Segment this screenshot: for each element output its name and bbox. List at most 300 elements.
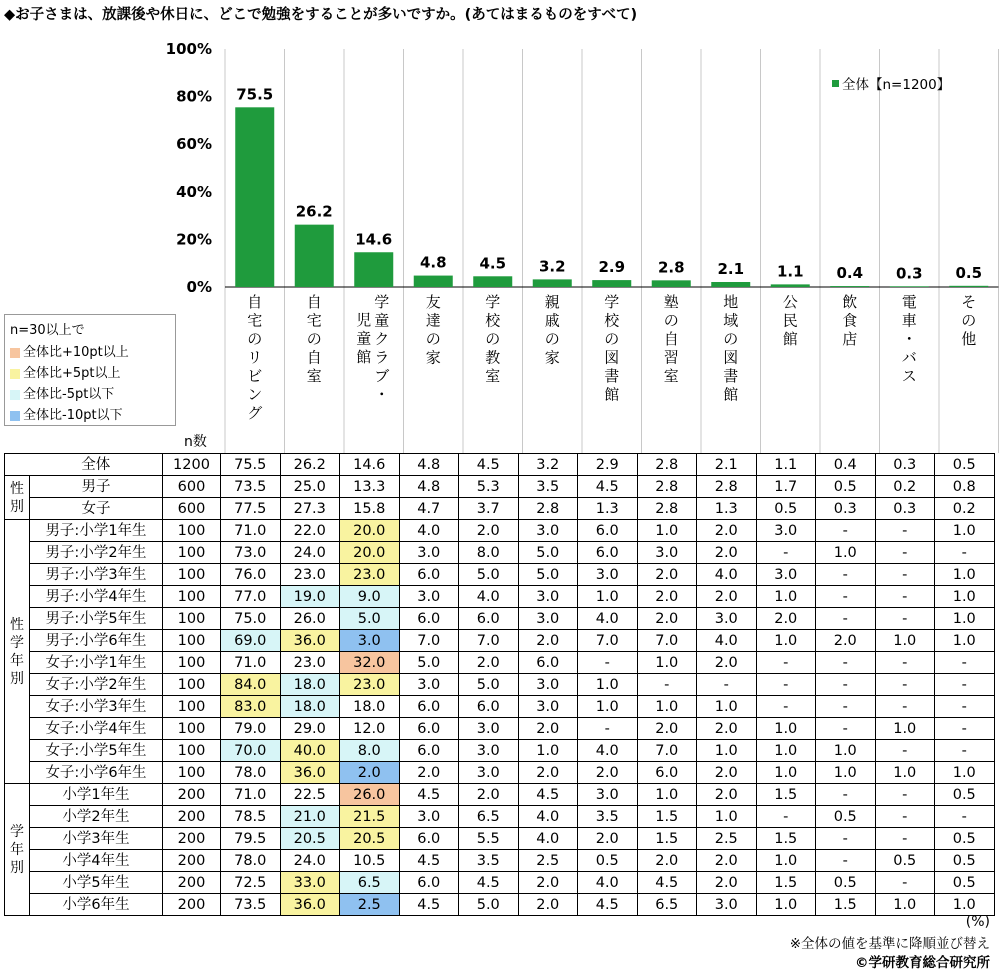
legend-item-below5 [10, 383, 114, 402]
bar [354, 252, 393, 287]
value-cell: 2.0 [637, 586, 697, 608]
bar [771, 284, 810, 287]
header-char: の [247, 330, 263, 348]
value-cell: 1.0 [935, 520, 995, 542]
value-cell: 4.0 [518, 828, 578, 850]
header-char: 習 [663, 348, 679, 367]
value-cell: 2.0 [697, 718, 757, 740]
value-cell: 7.0 [637, 630, 697, 652]
value-cell: 2.0 [518, 718, 578, 740]
table-row [5, 498, 995, 520]
header-char: 館 [723, 385, 739, 404]
value-cell: 1.0 [578, 696, 638, 718]
value-cell: 1.7 [756, 476, 816, 498]
value-cell: 1.0 [637, 696, 697, 718]
value-cell: 2.0 [459, 652, 519, 674]
row-label: 男子:小学5年生 [30, 608, 163, 630]
value-cell: 4.0 [578, 740, 638, 762]
value-cell: 6.0 [459, 608, 519, 630]
header-char: 親 [544, 293, 560, 311]
value-cell: 36.0 [280, 894, 340, 916]
value-cell: 29.0 [280, 718, 340, 740]
value-cell: 2.0 [697, 586, 757, 608]
value-cell: 20.5 [340, 828, 400, 850]
header-char: 店 [842, 330, 858, 348]
value-cell: 71.0 [221, 520, 281, 542]
value-cell: 70.0 [221, 740, 281, 762]
value-cell: 21.0 [280, 806, 340, 828]
value-cell: 0.5 [935, 784, 995, 806]
y-tick-label: 20% [176, 230, 212, 249]
value-cell: 2.9 [578, 454, 638, 476]
value-cell: 0.4 [816, 454, 876, 476]
value-cell: 1.0 [935, 608, 995, 630]
value-cell: 75.0 [221, 608, 281, 630]
value-cell: - [875, 542, 935, 564]
value-cell: 6.0 [399, 696, 459, 718]
table-row [5, 674, 995, 696]
data-table [4, 453, 995, 916]
value-cell: 20.5 [280, 828, 340, 850]
value-cell: 1.0 [935, 564, 995, 586]
data-label: 4.8 [419, 253, 447, 272]
table-row [5, 476, 995, 498]
header-char: 校 [485, 311, 501, 330]
row-label: 女子:小学2年生 [30, 674, 163, 696]
value-cell: 1.0 [637, 652, 697, 674]
value-cell: 6.5 [459, 806, 519, 828]
value-cell: 24.0 [280, 542, 340, 564]
value-cell: - [578, 718, 638, 740]
value-cell: 8.0 [340, 740, 400, 762]
value-cell: 2.8 [637, 476, 697, 498]
legend-label: 全体比+10pt以上 [23, 345, 129, 360]
value-cell: 3.0 [399, 542, 459, 564]
value-cell: 14.6 [340, 454, 400, 476]
value-cell: 2.0 [399, 762, 459, 784]
data-label: 0.5 [955, 263, 983, 282]
value-cell: 2.0 [459, 520, 519, 542]
value-cell: 76.0 [221, 564, 281, 586]
value-cell: - [935, 696, 995, 718]
data-label: 2.1 [717, 260, 745, 279]
y-tick-label: 100% [165, 40, 212, 58]
value-cell: 8.0 [459, 542, 519, 564]
value-cell: 1.0 [935, 762, 995, 784]
header-char: 童 [374, 311, 390, 330]
header-char: 車 [901, 311, 917, 330]
value-cell: 6.0 [578, 520, 638, 542]
table-row [5, 894, 995, 916]
value-cell: 2.5 [340, 894, 400, 916]
value-cell: - [816, 652, 876, 674]
value-cell: 4.0 [518, 806, 578, 828]
value-cell: 6.0 [399, 564, 459, 586]
row-label: 女子 [30, 498, 163, 520]
header-char: 家 [544, 348, 560, 367]
y-axis-ticks [166, 40, 212, 296]
bar [949, 286, 988, 287]
value-cell: 1.0 [756, 762, 816, 784]
value-cell: 2.0 [697, 520, 757, 542]
value-cell: 2.0 [518, 762, 578, 784]
table-row [5, 762, 995, 784]
value-cell: 4.0 [459, 586, 519, 608]
table-row [5, 520, 995, 542]
header-char: グ [247, 404, 263, 422]
legend-swatch [10, 390, 20, 400]
value-cell: 2.0 [637, 718, 697, 740]
value-cell: 77.5 [221, 498, 281, 520]
value-cell: - [935, 652, 995, 674]
table-row [5, 850, 995, 872]
value-cell: 6.0 [399, 828, 459, 850]
value-cell: 26.0 [340, 784, 400, 806]
value-cell: 0.5 [578, 850, 638, 872]
bar [235, 107, 274, 287]
column-header [485, 293, 501, 385]
value-cell: 1.0 [637, 520, 697, 542]
value-cell: 6.0 [578, 542, 638, 564]
data-label: 2.9 [598, 258, 626, 277]
header-char: リ [247, 348, 263, 367]
value-cell: 3.0 [518, 696, 578, 718]
column-header [426, 293, 441, 367]
value-cell: 5.0 [518, 542, 578, 564]
table-row [5, 630, 995, 652]
header-char: 地 [723, 293, 739, 311]
legend-label: 全体【n=1200】 [842, 77, 951, 93]
value-cell: - [756, 652, 816, 674]
value-cell: 6.0 [459, 696, 519, 718]
n-cell: 100 [163, 608, 221, 630]
value-cell: 4.8 [399, 476, 459, 498]
bar [711, 282, 750, 287]
value-cell: - [756, 696, 816, 718]
group-label: 性 学 年 別 [5, 520, 30, 784]
value-cell: 2.5 [518, 850, 578, 872]
value-cell: - [935, 674, 995, 696]
value-cell: 3.0 [697, 608, 757, 630]
table-row [5, 542, 995, 564]
n-cell: 200 [163, 828, 221, 850]
header-char: 学 [485, 293, 501, 311]
header-char: の [604, 330, 620, 348]
data-label: 3.2 [538, 257, 566, 276]
header-char: ン [247, 385, 263, 404]
row-label: 女子:小学1年生 [30, 652, 163, 674]
data-label: 4.5 [479, 254, 507, 273]
value-cell: 5.0 [459, 564, 519, 586]
header-char: 児 [356, 311, 372, 329]
value-cell: 19.0 [280, 586, 340, 608]
row-label: 全体 [30, 454, 163, 476]
value-cell: - [697, 674, 757, 696]
value-cell: - [935, 542, 995, 564]
value-cell: 2.0 [637, 608, 697, 630]
value-cell: 18.0 [340, 696, 400, 718]
n-cell: 100 [163, 586, 221, 608]
value-cell: 25.0 [280, 476, 340, 498]
value-cell: 7.0 [399, 630, 459, 652]
bar [592, 280, 631, 287]
copyright: ©学研教育総合研究所 [855, 955, 990, 971]
table-row [5, 564, 995, 586]
table-row [5, 454, 995, 476]
header-char: バ [901, 348, 917, 367]
bar-series [235, 85, 988, 287]
value-cell: 1.0 [756, 894, 816, 916]
table-row [5, 586, 995, 608]
value-cell: 2.0 [637, 564, 697, 586]
sort-note: ※全体の値を基準に降順並び替え [789, 936, 990, 952]
series-legend [832, 76, 950, 93]
bar [830, 286, 869, 287]
value-cell: 0.5 [935, 454, 995, 476]
value-cell: 6.0 [518, 652, 578, 674]
value-cell: 1.0 [637, 784, 697, 806]
value-cell: 3.0 [637, 542, 697, 564]
header-char: 宅 [306, 311, 322, 330]
header-char: の [306, 330, 322, 348]
value-cell: 1.3 [578, 498, 638, 520]
header-char: 戚 [544, 311, 560, 330]
value-cell: - [935, 740, 995, 762]
group-label: 性 別 [5, 476, 30, 520]
value-cell: 1.5 [756, 784, 816, 806]
header-char: 校 [604, 311, 620, 330]
value-cell: 23.0 [340, 564, 400, 586]
value-cell: 1.0 [816, 542, 876, 564]
value-cell: 75.5 [221, 454, 281, 476]
value-cell: - [816, 784, 876, 806]
value-cell: 0.3 [875, 454, 935, 476]
value-cell: 1.0 [875, 630, 935, 652]
table-row [5, 608, 995, 630]
header-char: 室 [485, 367, 501, 385]
group-label: 学 年 別 [5, 784, 30, 916]
value-cell: - [816, 850, 876, 872]
data-label: 75.5 [236, 85, 274, 104]
value-cell: 7.0 [578, 630, 638, 652]
header-char: 食 [842, 311, 858, 330]
value-cell: 1.0 [756, 718, 816, 740]
header-char: の [961, 311, 977, 330]
value-cell: 4.0 [578, 872, 638, 894]
value-cell: 5.0 [459, 674, 519, 696]
header-char: 家 [425, 348, 441, 367]
value-cell: 2.0 [518, 630, 578, 652]
value-cell: - [875, 872, 935, 894]
header-char: 自 [306, 348, 322, 367]
header-char: 自 [663, 330, 679, 348]
value-cell: 5.0 [518, 564, 578, 586]
legend-swatch [10, 369, 20, 379]
header-char: 室 [306, 367, 322, 385]
row-label: 女子:小学3年生 [30, 696, 163, 718]
value-cell: 3.0 [756, 564, 816, 586]
value-cell: 7.0 [637, 740, 697, 762]
value-cell: - [875, 828, 935, 850]
value-cell: 6.0 [399, 608, 459, 630]
n-cell: 100 [163, 542, 221, 564]
bar [414, 276, 453, 287]
y-tick-label: 0% [186, 278, 212, 296]
header-char: ・ [901, 330, 917, 348]
header-char: 童 [356, 329, 372, 348]
value-cell: 6.5 [340, 872, 400, 894]
value-cell: 6.0 [399, 740, 459, 762]
header-char: 学 [604, 293, 620, 311]
header-char: 書 [604, 367, 620, 385]
header-char: ク [374, 330, 390, 348]
value-cell: 20.0 [340, 520, 400, 542]
value-cell: 3.5 [459, 850, 519, 872]
value-cell: 12.0 [340, 718, 400, 740]
value-cell: 23.0 [280, 652, 340, 674]
header-char: 達 [425, 311, 441, 330]
header-char: 自 [306, 293, 322, 311]
header-char: ビ [247, 367, 263, 385]
value-cell: 1.0 [697, 740, 757, 762]
header-char: ブ [374, 367, 390, 385]
value-cell: 26.0 [280, 608, 340, 630]
value-cell: 4.5 [637, 872, 697, 894]
value-cell: 3.0 [578, 784, 638, 806]
value-cell: 21.5 [340, 806, 400, 828]
value-cell: 1.0 [756, 630, 816, 652]
n-cell: 100 [163, 674, 221, 696]
value-cell: 4.8 [399, 454, 459, 476]
value-cell: 0.5 [935, 828, 995, 850]
value-cell: 22.0 [280, 520, 340, 542]
value-cell: 2.0 [756, 608, 816, 630]
value-cell: 73.5 [221, 476, 281, 498]
value-cell: 3.5 [518, 476, 578, 498]
column-header [307, 293, 322, 385]
value-cell: 1.1 [756, 454, 816, 476]
value-cell: 3.0 [399, 586, 459, 608]
table-row [5, 872, 995, 894]
value-cell: 3.0 [578, 564, 638, 586]
value-cell: 78.0 [221, 762, 281, 784]
value-cell: 5.0 [399, 652, 459, 674]
value-cell: 71.0 [221, 652, 281, 674]
value-cell: 3.0 [518, 586, 578, 608]
n-cell: 100 [163, 740, 221, 762]
value-cell: 4.5 [399, 850, 459, 872]
value-cell: 1.0 [697, 696, 757, 718]
value-cell: 5.3 [459, 476, 519, 498]
value-cell: 4.5 [399, 894, 459, 916]
value-cell: 1.0 [518, 740, 578, 762]
row-label: 男子:小学3年生 [30, 564, 163, 586]
value-cell: 1.0 [875, 762, 935, 784]
highlight-legend [4, 314, 176, 426]
value-cell: 4.5 [459, 872, 519, 894]
data-label: 1.1 [776, 262, 804, 281]
n-cell: 200 [163, 894, 221, 916]
chart-title: ◆お子さまは、放課後や休日に、どこで勉強をすることが多いですか。(あてはまるものをすべて) [4, 7, 638, 23]
header-char: ラ [374, 348, 390, 367]
value-cell: 1.0 [578, 674, 638, 696]
value-cell: 1.5 [637, 806, 697, 828]
value-cell: 2.0 [697, 542, 757, 564]
value-cell: - [578, 652, 638, 674]
table-row [5, 784, 995, 806]
header-char: の [544, 330, 560, 348]
legend-heading: n=30以上で [10, 323, 85, 338]
table-row [5, 696, 995, 718]
value-cell: 1.3 [697, 498, 757, 520]
value-cell: - [875, 564, 935, 586]
value-cell: - [816, 828, 876, 850]
bar [652, 280, 691, 287]
header-char: 館 [604, 385, 620, 404]
value-cell: - [756, 806, 816, 828]
header-char: の [663, 311, 679, 330]
n-cell: 200 [163, 850, 221, 872]
unit-note: (%) [965, 914, 990, 930]
value-cell: 36.0 [280, 762, 340, 784]
row-label: 男子 [30, 476, 163, 498]
header-char: 宅 [247, 311, 263, 330]
table-row [5, 652, 995, 674]
value-cell: 3.0 [399, 806, 459, 828]
value-cell: 79.0 [221, 718, 281, 740]
value-cell: - [637, 674, 697, 696]
header-char: の [425, 330, 441, 348]
value-cell: 1.0 [875, 718, 935, 740]
value-cell: 4.0 [399, 520, 459, 542]
header-char: 書 [723, 367, 739, 385]
legend-label: 全体比-10pt以下 [23, 408, 123, 423]
row-label: 小学2年生 [30, 806, 163, 828]
value-cell: 22.5 [280, 784, 340, 806]
bar [533, 279, 572, 287]
value-cell: 79.5 [221, 828, 281, 850]
value-cell: 1.0 [816, 740, 876, 762]
y-tick-label: 80% [176, 87, 212, 106]
value-cell: - [875, 586, 935, 608]
value-cell: 4.5 [518, 784, 578, 806]
header-char: 館 [356, 348, 372, 366]
column-header [902, 293, 917, 385]
value-cell: 10.5 [340, 850, 400, 872]
n-cell: 100 [163, 718, 221, 740]
header-char: 民 [782, 311, 798, 330]
value-cell: 3.0 [459, 762, 519, 784]
value-cell: 6.0 [399, 872, 459, 894]
value-cell: 72.5 [221, 872, 281, 894]
value-cell: 7.0 [459, 630, 519, 652]
value-cell: 6.5 [637, 894, 697, 916]
value-cell: 1.5 [756, 828, 816, 850]
column-header [723, 293, 738, 404]
value-cell: 4.5 [399, 784, 459, 806]
value-cell: 18.0 [280, 674, 340, 696]
value-cell: 0.5 [816, 872, 876, 894]
n-cell: 100 [163, 696, 221, 718]
value-cell: 1.0 [578, 586, 638, 608]
table-row [5, 806, 995, 828]
value-cell: 3.0 [756, 520, 816, 542]
table-row [5, 718, 995, 740]
legend-item-below10 [10, 404, 123, 423]
legend-label: 全体比-5pt以下 [23, 387, 115, 402]
n-cell: 100 [163, 564, 221, 586]
row-label: 女子:小学4年生 [30, 718, 163, 740]
